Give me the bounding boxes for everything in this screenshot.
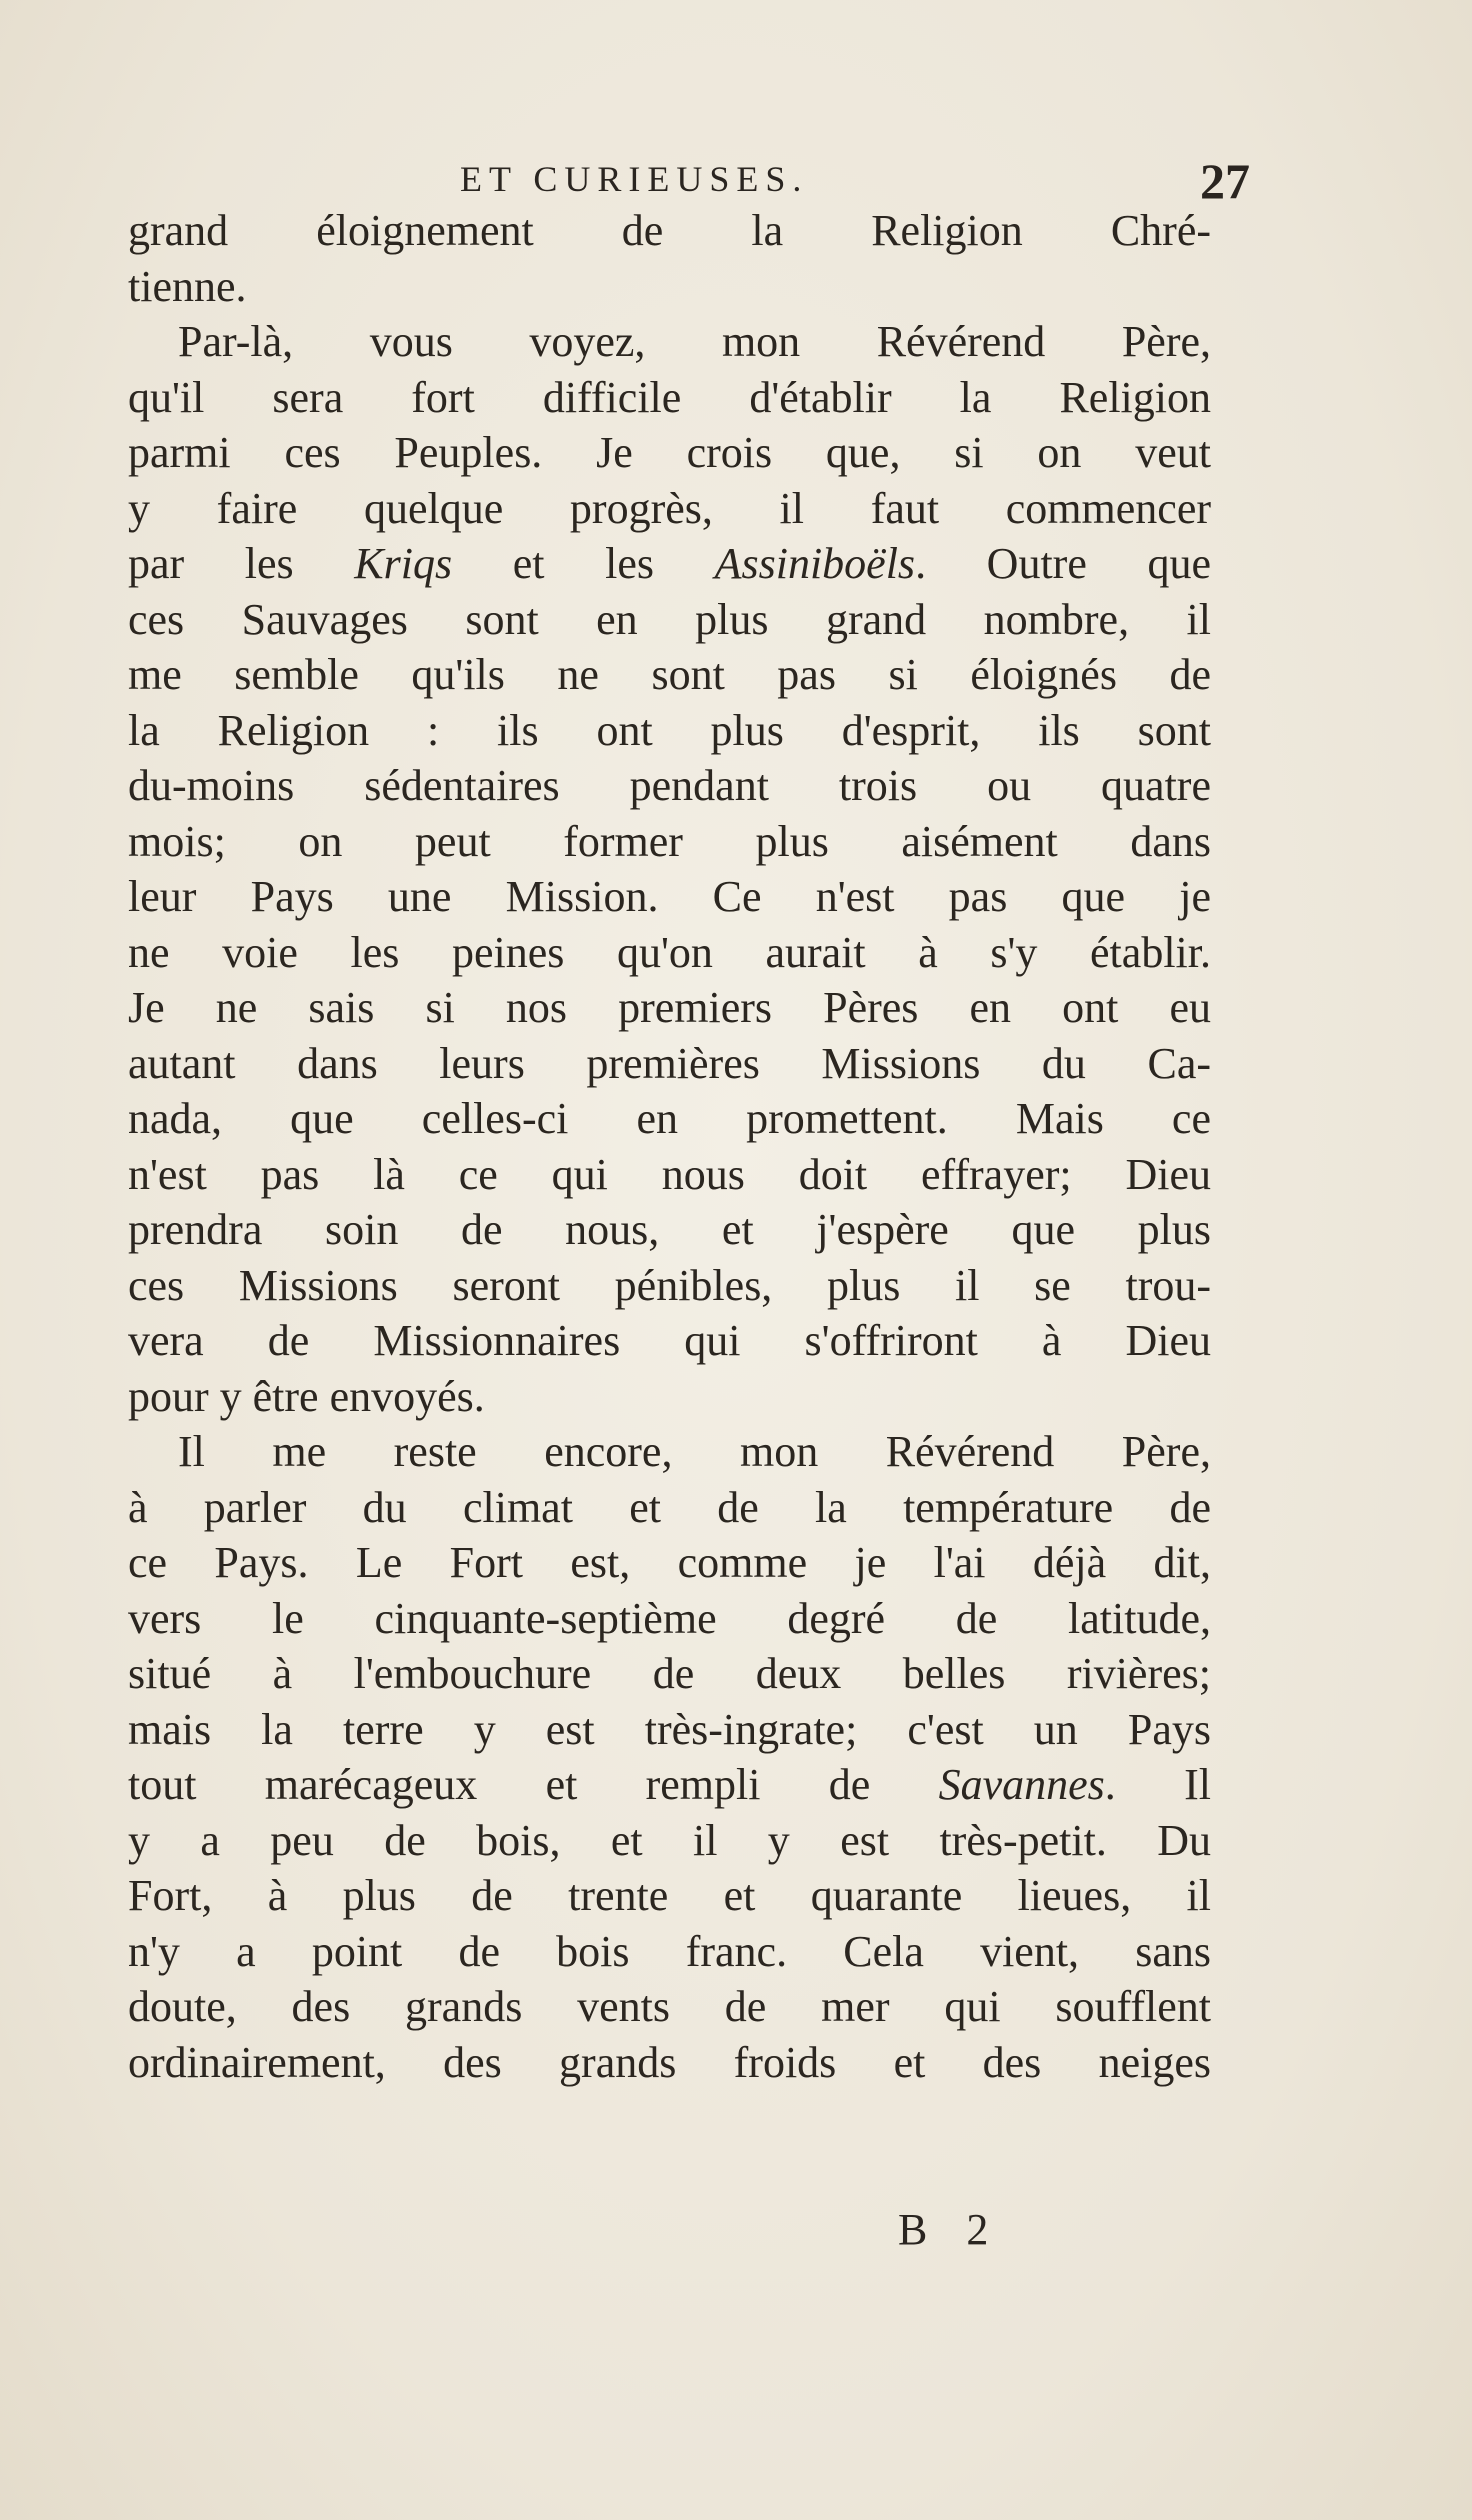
- italic-term: Kriqs: [354, 539, 453, 588]
- text-line: n'est pas là ce qui nous doit effrayer; Dieu: [128, 1149, 1211, 1199]
- text-fragment: . Il: [1104, 1760, 1211, 1809]
- text-line: autant dans leurs premières Missions du Ca-: [128, 1038, 1211, 1088]
- text-line: pour y être envoyés.: [128, 1371, 485, 1421]
- running-title: ET CURIEUSES.: [460, 159, 809, 199]
- text-line: à parler du climat et de la température de: [128, 1482, 1211, 1532]
- text-fragment: tout marécageux et rempli de: [128, 1760, 939, 1809]
- text-line: qu'il sera fort difficile d'établir la Religion: [128, 372, 1211, 422]
- text-line: leur Pays une Mission. Ce n'est pas que je: [128, 872, 1211, 921]
- text-line: ce Pays. Le Fort est, comme je l'ai déjà dit,: [128, 1538, 1211, 1587]
- text-fragment: . Outre que: [915, 539, 1211, 588]
- text-line: parmi ces Peuples. Je crois que, si on veut: [128, 428, 1211, 477]
- text-fragment: et les: [452, 539, 715, 588]
- text-line: n'y a point de bois franc. Cela vient, sans: [128, 1926, 1211, 1976]
- text-line: [128, 536, 1211, 592]
- text-line: la Religion : ils ont plus d'esprit, ils sont: [128, 705, 1211, 755]
- text-line: mais la terre y est très-ingrate; c'est un Pays: [128, 1704, 1211, 1754]
- text-line: ces Missions seront pénibles, plus il se trou-: [128, 1260, 1211, 1310]
- text-line: vera de Missionnaires qui s'offriront à Dieu: [128, 1316, 1211, 1365]
- text-line: ne voie les peines qu'on aurait à s'y établir.: [128, 927, 1211, 977]
- text-line: Je ne sais si nos premiers Pères en ont eu: [128, 983, 1211, 1032]
- text-line: mois; on peut former plus aisément dans: [128, 816, 1211, 866]
- text-line: Il me reste encore, mon Révérend Père,: [178, 1427, 1211, 1476]
- text-line: du-moins sédentaires pendant trois ou quatre: [128, 761, 1211, 810]
- italic-term: Savannes: [938, 1760, 1105, 1809]
- text-line: Fort, à plus de trente et quarante lieues, il: [128, 1871, 1211, 1920]
- text-line: prendra soin de nous, et j'espère que plus: [128, 1205, 1211, 1254]
- text-line: Par-là, vous voyez, mon Révérend Père,: [178, 317, 1211, 366]
- text-line: situé à l'embouchure de deux belles rivières;: [128, 1649, 1211, 1698]
- text-line: doute, des grands vents de mer qui soufflent: [128, 1982, 1211, 2031]
- italic-term: Assiniboëls: [714, 539, 916, 588]
- text-line: vers le cinquante-septième degré de latitude,: [128, 1593, 1211, 1643]
- text-line: ces Sauvages sont en plus grand nombre, il: [128, 594, 1211, 644]
- body-text: [128, 203, 1211, 2090]
- text-line: grand éloignement de la Religion Chré-: [128, 206, 1211, 255]
- text-line: me semble qu'ils ne sont pas si éloignés de: [128, 650, 1211, 699]
- text-line: tienne.: [128, 261, 247, 311]
- text-line: ordinairement, des grands froids et des neiges: [128, 2037, 1211, 2087]
- page-number: 27: [1200, 153, 1250, 209]
- text-line: nada, que celles-ci en promettent. Mais ce: [128, 1094, 1211, 1143]
- text-line: [128, 1757, 1211, 1813]
- text-line: y a peu de bois, et il y est très-petit. Du: [128, 1815, 1211, 1865]
- text-fragment: par les: [128, 539, 355, 588]
- signature-mark: B 2: [898, 2205, 1003, 2254]
- text-line: y faire quelque progrès, il faut commencer: [128, 483, 1211, 533]
